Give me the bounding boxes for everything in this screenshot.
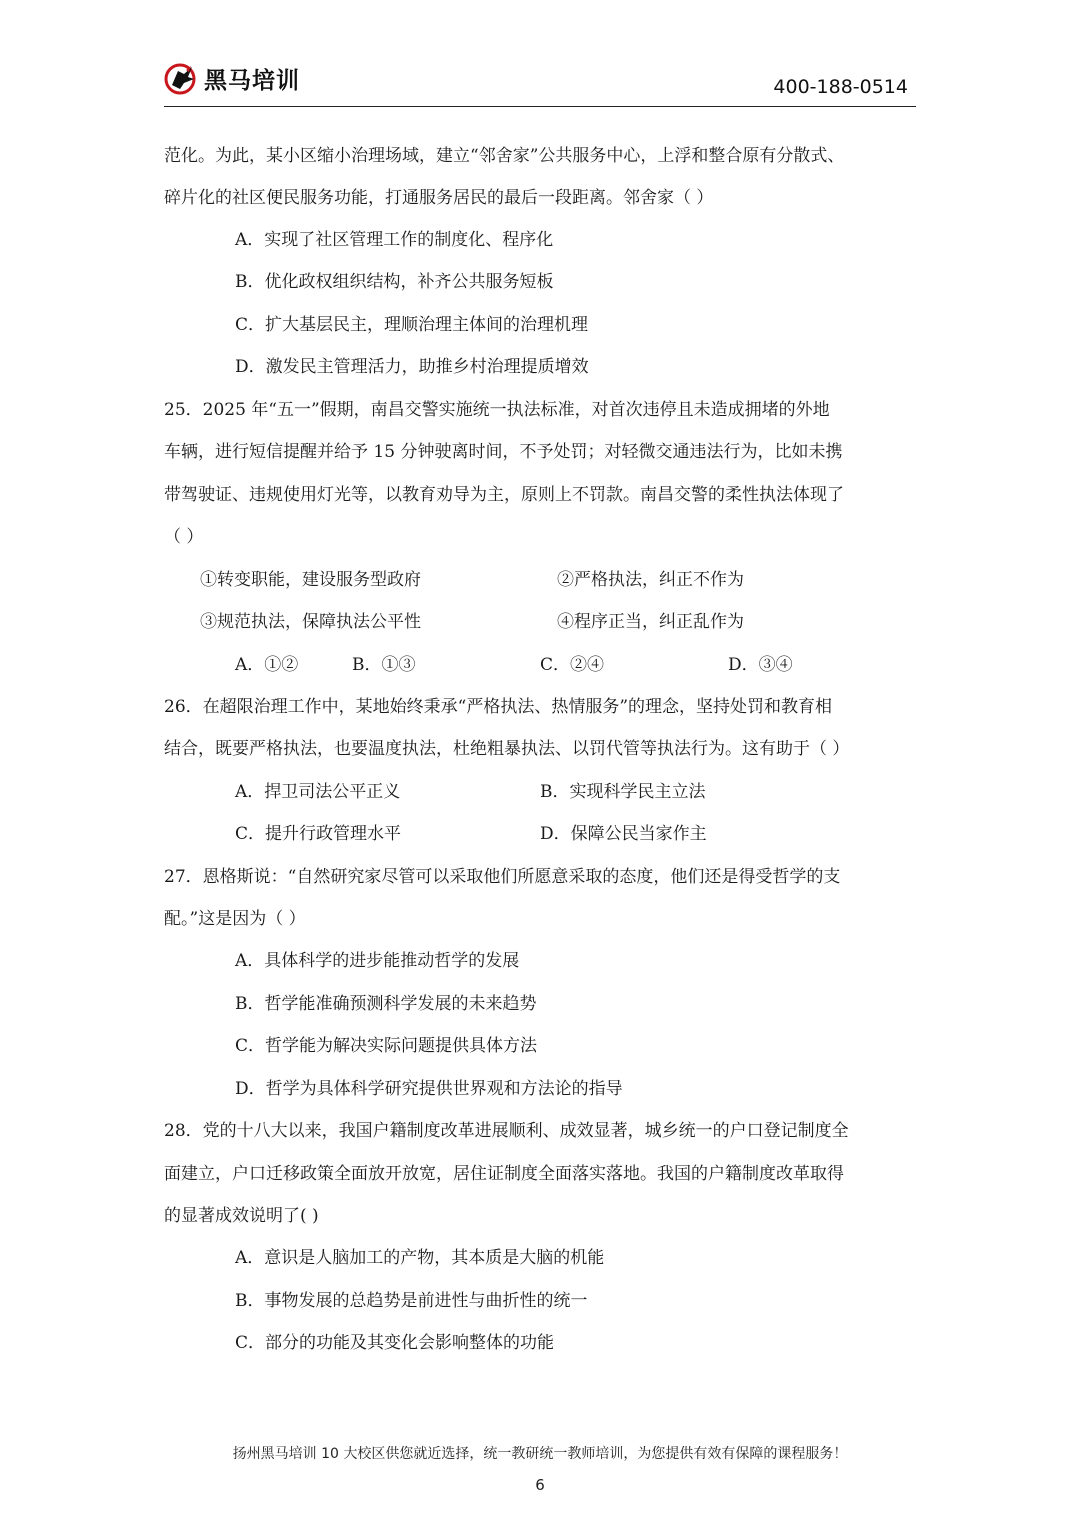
intro-line-1: 范化。为此，某小区缩小治理场域，建立“邻舍家”公共服务中心，上浮和整合原有分散式、 bbox=[164, 146, 845, 166]
q26-line-2: 结合，既要严格执法，也要温度执法，杜绝粗暴执法、以罚代管等执法行为。这有助于（ ） bbox=[164, 739, 850, 759]
q25-option-c: C．②④ bbox=[540, 655, 605, 675]
brand-logo bbox=[164, 60, 300, 96]
q28-option-c: C．部分的功能及其变化会影响整体的功能 bbox=[235, 1333, 555, 1353]
q26-line-1: 26．在超限治理工作中，某地始终秉承“严格执法、热情服务”的理念，坚持处罚和教育相 bbox=[164, 697, 833, 717]
q27-option-d: D．哲学为具体科学研究提供世界观和方法论的指导 bbox=[235, 1079, 623, 1099]
q27-line-1: 27．恩格斯说：“自然研究家尽管可以采取他们所愿意采取的态度，他们还是得受哲学的支 bbox=[164, 867, 841, 887]
q26-option-b: B．实现科学民主立法 bbox=[540, 782, 706, 802]
q24-option-c: C．扩大基层民主，理顺治理主体间的治理机理 bbox=[235, 315, 589, 335]
q28-option-a: A．意识是人脑加工的产物，其本质是大脑的机能 bbox=[235, 1248, 605, 1268]
footer-slogan: 扬州黑马培训 10 大校区供您就近选择，统一教研统一教师培训，为您提供有效有保障的课程服务！ bbox=[232, 1446, 848, 1462]
q25-statement-3: ③规范执法，保障执法公平性 bbox=[200, 612, 421, 632]
q26-option-c: C．提升行政管理水平 bbox=[235, 824, 402, 844]
q26-option-d: D．保障公民当家作主 bbox=[540, 824, 707, 844]
q25-option-a: A．①② bbox=[235, 655, 299, 675]
q25-statement-4: ④程序正当，纠正乱作为 bbox=[557, 612, 744, 632]
page-header bbox=[164, 58, 916, 107]
q27-option-c: C．哲学能为解决实际问题提供具体方法 bbox=[235, 1036, 538, 1056]
q27-option-a: A．具体科学的进步能推动哲学的发展 bbox=[235, 951, 520, 971]
q25-line-3: 带驾驶证、违规使用灯光等，以教育劝导为主，原则上不罚款。南昌交警的柔性执法体现了 bbox=[164, 485, 844, 505]
q25-line-4: （ ） bbox=[164, 527, 204, 547]
q28-option-b: B．事物发展的总趋势是前进性与曲折性的统一 bbox=[235, 1291, 588, 1311]
q25-line-1: 25．2025 年“五一”假期，南昌交警实施统一执法标准，对首次违停且未造成拥堵的外地 bbox=[164, 400, 830, 420]
horse-logo-icon bbox=[164, 61, 200, 95]
logo-text: 黑马培训 bbox=[204, 67, 300, 94]
intro-line-2: 碎片化的社区便民服务功能，打通服务居民的最后一段距离。邻舍家（ ） bbox=[164, 188, 714, 208]
q28-line-1: 28．党的十八大以来，我国户籍制度改革进展顺利、成效显著，城乡统一的户口登记制度全 bbox=[164, 1121, 849, 1141]
q25-line-2: 车辆，进行短信提醒并给予 15 分钟驶离时间，不予处罚；对轻微交通违法行为，比如未携 bbox=[164, 442, 843, 462]
page-number: 6 bbox=[535, 1476, 545, 1494]
q24-option-b: B．优化政权组织结构，补齐公共服务短板 bbox=[235, 272, 554, 292]
q24-option-a: A．实现了社区管理工作的制度化、程序化 bbox=[235, 230, 554, 250]
q28-line-2: 面建立，户口迁移政策全面放开放宽，居住证制度全面落实落地。我国的户籍制度改革取得 bbox=[164, 1164, 844, 1184]
q26-option-a: A．捍卫司法公平正义 bbox=[235, 782, 401, 802]
phone-number: 400-188-0514 bbox=[773, 76, 908, 98]
q27-option-b: B．哲学能准确预测科学发展的未来趋势 bbox=[235, 994, 537, 1014]
q25-statement-2: ②严格执法，纠正不作为 bbox=[557, 570, 744, 590]
q25-statement-1: ①转变职能，建设服务型政府 bbox=[200, 570, 421, 590]
q24-option-d: D．激发民主管理活力，助推乡村治理提质增效 bbox=[235, 357, 589, 377]
q28-line-3: 的显著成效说明了( ) bbox=[164, 1206, 319, 1226]
q25-option-d: D．③④ bbox=[728, 655, 793, 675]
q27-line-2: 配。”这是因为（ ） bbox=[164, 909, 306, 929]
q25-option-b: B．①③ bbox=[352, 655, 416, 675]
